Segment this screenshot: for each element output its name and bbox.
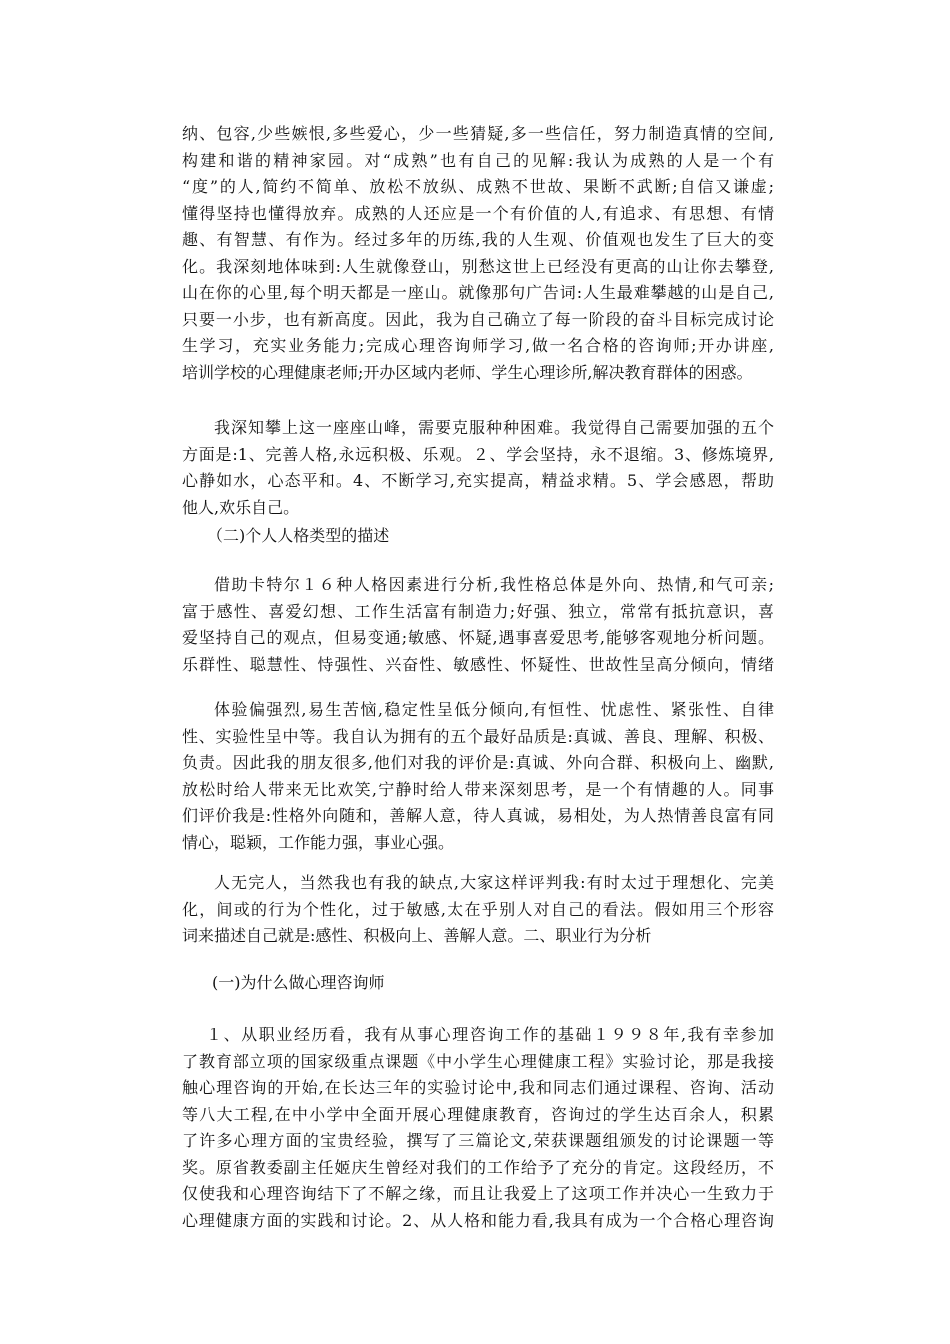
text-line: 化，间或的行为个性化，过于敏感,太在乎别人对自己的看法。假如用三个形容	[182, 899, 774, 919]
text-line: 了教育部立项的国家级重点课题《中小学生心理健康工程》实验讨论，那是我接	[182, 1051, 774, 1071]
text-line: 他人,欢乐自己。	[182, 497, 300, 517]
text-line: 构建和谐的精神家园。对“成熟”也有自己的见解:我认为成熟的人是一个有	[182, 150, 774, 170]
text-line: １、从职业经历看，我有从事心理咨询工作的基础１９９８年,我有幸参加	[206, 1025, 774, 1044]
paragraph-1	[182, 121, 774, 386]
text-line: 人无完人，当然我也有我的缺点,大家这样评判我:有时太过于理想化、完美	[214, 873, 774, 892]
text-line: 等八大工程,在中小学中全面开展心理健康教育，咨询过的学生达百余人，积累	[182, 1104, 774, 1124]
text-line: 负责。因此我的朋友很多,他们对我的评价是:真诚、外向合群、积极向上、幽默,	[182, 753, 774, 772]
paragraph-4	[182, 697, 774, 856]
paragraph-3	[182, 572, 774, 678]
text-line: 们评价我是:性格外向随和，善解人意，待人真诚，易相处，为人热情善良富有同	[182, 806, 774, 825]
text-line: 化。我深刻地体味到:人生就像登山，别愁这世上已经没有更高的山让你去攀登,	[182, 256, 774, 276]
text-line: 趣、有智慧、有作为。经过多年的历练,我的人生观、价值观也发生了巨大的变	[182, 230, 774, 249]
paragraph-2	[182, 415, 774, 521]
paragraph-6	[182, 1022, 774, 1234]
text-line: “度”的人,简约不简单、放松不放纵、成熟不世故、果断不武断;自信又谦虚;	[182, 177, 774, 196]
text-line: 放松时给人带来无比欢笑,宁静时给人带来深刻思考，是一个有情趣的人。同事	[182, 779, 774, 799]
text-line: 我深知攀上这一座座山峰，需要克服种种困难。我觉得自己需要加强的五个	[214, 418, 774, 437]
text-line: 山在你的心里,每个明天都是一座山。就像那句广告词:人生最难攀越的山是自己,	[182, 283, 774, 302]
text-line: 培训学校的心理健康老师;开办区域内老师、学生心理诊所,解决教育群体的困惑。	[182, 362, 753, 382]
section-heading-why-counselor: (一)为什么做心理咨询师	[212, 973, 385, 992]
text-line: 仅使我和心理咨询结下了不解之缘，而且让我爱上了这项工作并决心一生致力于	[182, 1184, 774, 1203]
section-heading-personality: （二)个人人格类型的描述	[207, 526, 390, 545]
text-line: 纳、包容,少些嫉恨,多些爱心，少一些猜疑,多一些信任，努力制造真情的空间,	[182, 124, 774, 143]
text-line: 心静如水，心态平和。4、不断学习,充实提高，精益求精。5、学会感恩，帮助	[182, 471, 774, 490]
text-line: 只要一小步，也有新高度。因此，我为自己确立了每一阶段的奋斗目标完成讨论	[182, 309, 774, 329]
text-line: 体验偏强烈,易生苦恼,稳定性呈低分倾向,有恒性、忧虑性、紧张性、自律	[214, 700, 774, 719]
text-line: 富于感性、喜爱幻想、工作生活富有制造力;好强、独立，常常有抵抗意识，喜	[182, 601, 774, 621]
text-line: 情心，聪颖，工作能力强，事业心强。	[182, 832, 455, 852]
text-line: 乐群性、聪慧性、恃强性、兴奋性、敏感性、怀疑性、世故性呈高分倾向，情绪	[182, 654, 774, 674]
text-line: 奖。原省教委副主任姬庆生曾经对我们的工作给予了充分的肯定。这段经历，不	[182, 1157, 774, 1177]
text-line: 生学习，充实业务能力;完成心理咨询师学习,做一名合格的咨询师;开办讲座,	[182, 336, 774, 355]
text-line: 了许多心理方面的宝贵经验，撰写了三篇论文,荣获课题组颁发的讨论课题一等	[182, 1131, 774, 1150]
text-line: 爱坚持自己的观点，但易变通;敏感、怀疑,遇事喜爱思考,能够客观地分析问题。	[182, 628, 774, 647]
text-line: 心理健康方面的实践和讨论。2、从人格和能力看,我具有成为一个合格心理咨询	[182, 1210, 774, 1230]
text-line: 借助卡特尔１６种人格因素进行分析,我性格总体是外向、热情,和气可亲;	[214, 575, 774, 594]
text-line: 方面是:1、完善人格,永远积极、乐观。２、学会坚持，永不退缩。3、修炼境界,	[182, 444, 774, 464]
text-line: 懂得坚持也懂得放弃。成熟的人还应是一个有价值的人,有追求、有思想、有情	[182, 203, 774, 223]
text-line: 触心理咨询的开始,在长达三年的实验讨论中,我和同志们通过课程、咨询、活动	[182, 1078, 774, 1097]
text-line: 性、实验性呈中等。我自认为拥有的五个最好品质是:真诚、善良、理解、积极、	[182, 726, 774, 746]
text-line: 词来描述自己就是:感性、积极向上、善解人意。二、职业行为分析	[182, 926, 652, 945]
paragraph-5	[182, 870, 774, 950]
